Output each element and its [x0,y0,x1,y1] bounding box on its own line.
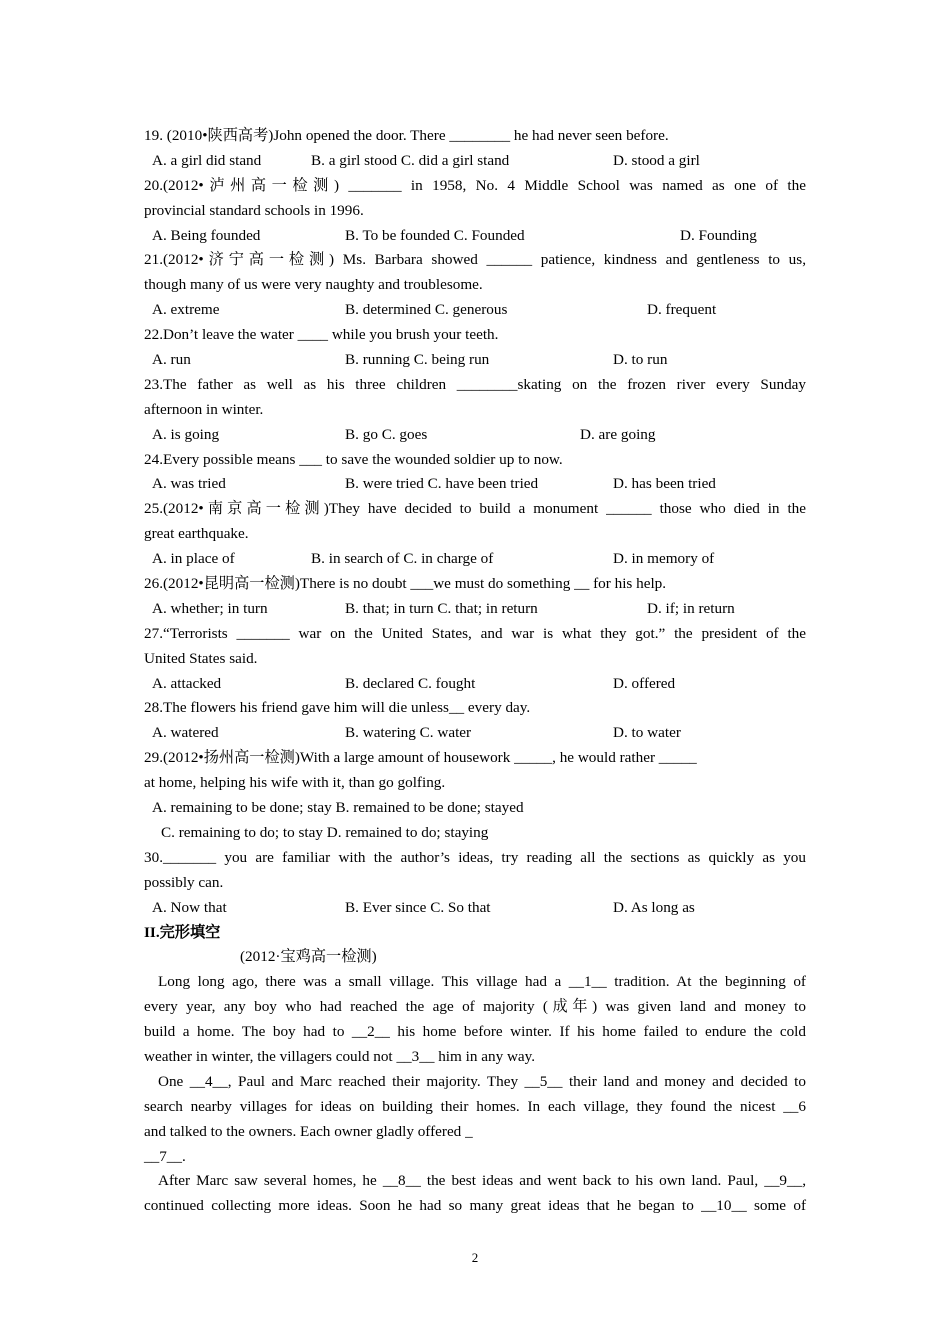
passage-line: continued collecting more ideas. Soon he had so many great ideas that he began to __10__ some of [144,1197,806,1215]
passage-line: search nearby villages for ideas on building their homes. In each village, they found the nicest __6 [144,1097,806,1115]
question-29-options-cd [144,821,806,846]
option: B. declared C. fought [345,674,476,692]
option: D. if; in return [647,599,735,617]
option: D. to water [613,724,681,742]
passage-line: After Marc saw several homes, he __8__ the best ideas and went back to his own land. Paul, __9__, [158,1172,806,1190]
document-page [144,124,806,1219]
passage-line: build a home. The boy had to __2__ his home before winter. If his home failed to endure the cold [144,1023,806,1041]
question-30-options [144,896,806,921]
question-25-cont: great earthquake. [144,525,249,543]
question-30-cont: possibly can. [144,873,224,891]
option: B. a girl stood C. did a girl stand [311,151,510,169]
option: A. a girl did stand [152,151,262,169]
question-21-options [144,298,806,323]
question-27-cont: United States said. [144,649,258,667]
passage-line: __7__. [144,1147,186,1165]
question-20: 20.(2012•泸州高一检测) _______ in 1958, No. 4 Middle School was named as one of the [144,176,806,194]
option: D. are going [580,425,656,443]
option: D. has been tried [613,475,716,493]
question-20-options [144,224,806,249]
option: D. in memory of [613,550,715,568]
page-number: 2 [471,1250,479,1265]
question-22: 22.Don’t leave the water ____ while you brush your teeth. [144,326,499,344]
question-28-options [144,721,806,746]
option: A. whether; in turn [152,599,268,617]
question-25: 25.(2012•南京高一检测)They have decided to build a monument ______ those who died in the [144,500,806,518]
question-23-options [144,423,806,448]
option: D. As long as [613,898,695,916]
option: A. extreme [152,301,220,319]
option: A. remaining to be done; stay B. remained to be done; stayed [152,799,524,817]
option: A. Now that [152,898,227,916]
question-29: 29.(2012•扬州高一检测)With a large amount of housework _____, he would rather _____ [144,749,697,767]
question-28: 28.The flowers his friend gave him will die unless__ every day. [144,699,531,717]
section-source: (2012·宝鸡高一检测) [240,948,377,966]
question-29-options-ab [144,796,806,821]
passage-line: every year, any boy who had reached the age of majority (成年) was given land and money to [144,998,806,1016]
question-27: 27.“Terrorists _______ war on the United States, and war is what they got.” the president of the [144,624,806,642]
option: B. running C. being run [345,351,490,369]
question-26: 26.(2012•昆明高一检测)There is no doubt ___we must do something __ for his help. [144,575,667,593]
question-19-options [144,149,806,174]
section-heading: II.完形填空 [144,923,221,941]
option: A. Being founded [152,226,261,244]
option: D. to run [613,351,668,369]
option: A. was tried [152,475,226,493]
question-23: 23.The father as well as his three children ________skating on the frozen river every Sunday [144,375,806,393]
option: A. in place of [152,550,235,568]
question-21: 21.(2012•济宁高一检测) Ms. Barbara showed ______ patience, kindness and gentleness to us, [144,251,806,269]
option: B. go C. goes [345,425,428,443]
option: D. stood a girl [613,151,700,169]
option: D. Founding [680,226,757,244]
option: B. in search of C. in charge of [311,550,494,568]
option: A. run [152,351,191,369]
question-29-cont: at home, helping his wife with it, than go golfing. [144,774,446,792]
passage-line: weather in winter, the villagers could not __3__ him in any way. [144,1047,536,1065]
question-21-cont: though many of us were very naughty and troublesome. [144,276,483,294]
question-23-cont: afternoon in winter. [144,400,264,418]
question-20-cont: provincial standard schools in 1996. [144,201,364,219]
passage-line: and talked to the owners. Each owner gladly offered _ [144,1122,473,1140]
option: B. that; in turn C. that; in return [345,599,538,617]
option: B. determined C. generous [345,301,508,319]
option: D. offered [613,674,676,692]
option: B. Ever since C. So that [345,898,491,916]
question-24-options [144,472,806,497]
question-25-options [144,547,806,572]
option: A. is going [152,425,220,443]
option: B. To be founded C. Founded [345,226,525,244]
question-30: 30._______ you are familiar with the author’s ideas, try reading all the sections as quickly as you [144,848,806,866]
option: D. frequent [647,301,717,319]
question-19: 19. (2010•陕西高考)John opened the door. There ________ he had never seen before. [144,127,669,144]
question-26-options [144,597,806,622]
option: C. remaining to do; to stay D. remained to do; staying [161,823,489,841]
option: B. were tried C. have been tried [345,475,539,493]
passage-line: One __4__, Paul and Marc reached their majority. They __5__ their land and money and decided to [158,1072,806,1090]
question-22-options [144,348,806,373]
option: B. watering C. water [345,724,472,742]
option: A. attacked [152,674,222,692]
question-27-options [144,672,806,697]
passage-line: Long long ago, there was a small village. This village had a __1__ tradition. At the beginning of [158,973,806,991]
question-24: 24.Every possible means ___ to save the wounded soldier up to now. [144,450,563,468]
option: A. watered [152,724,219,742]
